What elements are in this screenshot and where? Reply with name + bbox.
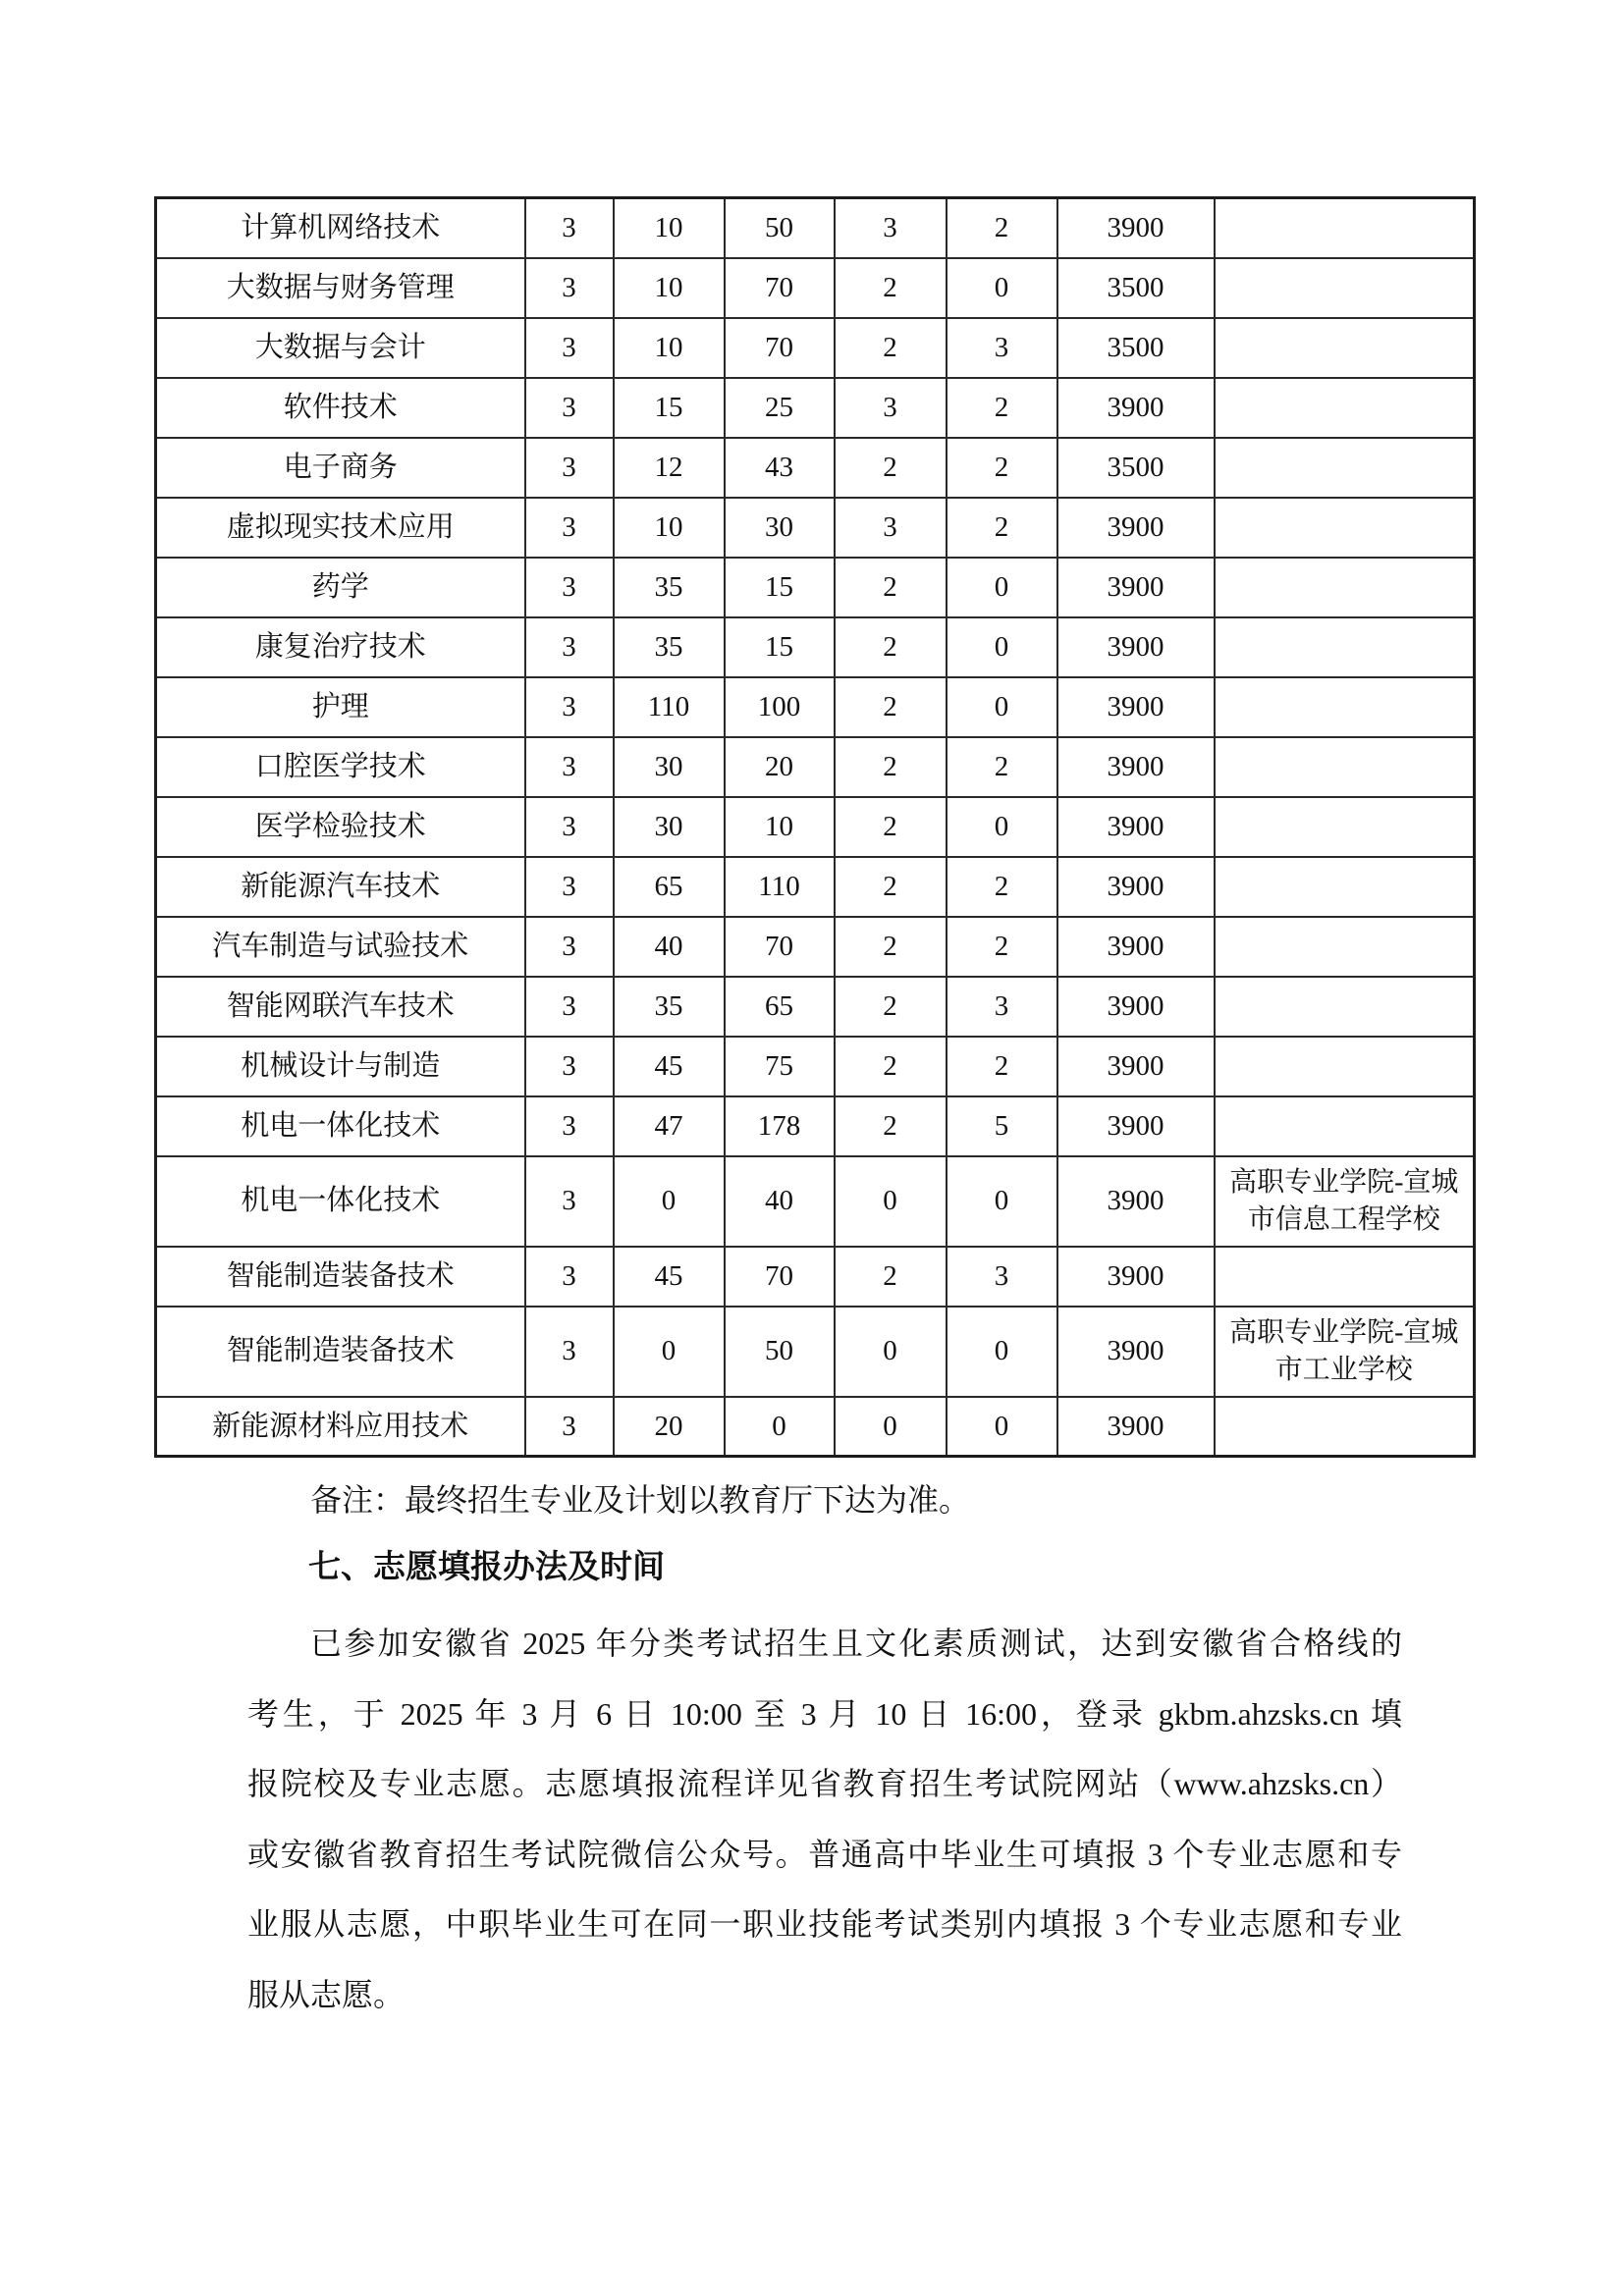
section-heading: 七、志愿填报办法及时间: [308, 1548, 665, 1584]
major-name-cell: 大数据与会计: [156, 318, 525, 378]
value-cell: 70: [725, 258, 835, 318]
major-name-cell: 计算机网络技术: [156, 198, 525, 258]
value-cell: 45: [614, 1037, 725, 1096]
value-cell: 75: [725, 1037, 835, 1096]
value-cell: 43: [725, 438, 835, 498]
value-cell: 65: [614, 857, 725, 917]
value-cell: 3900: [1057, 1307, 1215, 1397]
table-row: [156, 318, 1475, 378]
remark-cell: 高职专业学院-宣城市信息工程学校: [1215, 1156, 1475, 1247]
value-cell: 0: [725, 1397, 835, 1457]
value-cell: 3: [835, 498, 947, 558]
value-cell: 2: [835, 917, 947, 977]
value-cell: 2: [835, 558, 947, 617]
major-name-cell: 康复治疗技术: [156, 617, 525, 677]
table-row: [156, 498, 1475, 558]
value-cell: 50: [725, 198, 835, 258]
value-cell: 3: [835, 198, 947, 258]
value-cell: 3900: [1057, 1397, 1215, 1457]
value-cell: 40: [614, 917, 725, 977]
value-cell: 10: [614, 318, 725, 378]
major-name-cell: 软件技术: [156, 378, 525, 438]
value-cell: 2: [947, 198, 1057, 258]
value-cell: 0: [947, 1397, 1057, 1457]
remark-cell: [1215, 1247, 1475, 1307]
table-row: [156, 977, 1475, 1037]
value-cell: 3: [525, 1156, 614, 1247]
remark-cell: [1215, 378, 1475, 438]
major-name-cell: 电子商务: [156, 438, 525, 498]
table-row: [156, 1156, 1475, 1247]
remark-cell: [1215, 857, 1475, 917]
value-cell: 0: [835, 1397, 947, 1457]
value-cell: 3: [525, 677, 614, 737]
value-cell: 3: [525, 318, 614, 378]
value-cell: 3: [525, 917, 614, 977]
value-cell: 3: [525, 438, 614, 498]
value-cell: 3900: [1057, 677, 1215, 737]
value-cell: 70: [725, 917, 835, 977]
table-note: 备注：最终招生专业及计划以教育厅下达为准。: [310, 1482, 971, 1518]
major-name-cell: 机械设计与制造: [156, 1037, 525, 1096]
value-cell: 5: [947, 1096, 1057, 1156]
value-cell: 3900: [1057, 1247, 1215, 1307]
major-name-cell: 新能源材料应用技术: [156, 1397, 525, 1457]
remark-cell: [1215, 1096, 1475, 1156]
major-name-cell: 智能制造装备技术: [156, 1307, 525, 1397]
value-cell: 0: [614, 1307, 725, 1397]
remark-cell: [1215, 737, 1475, 797]
remark-cell: [1215, 977, 1475, 1037]
value-cell: 10: [614, 498, 725, 558]
value-cell: 2: [835, 1247, 947, 1307]
value-cell: 30: [614, 797, 725, 857]
value-cell: 0: [947, 258, 1057, 318]
plan-table-body: [156, 198, 1475, 1457]
value-cell: 2: [835, 617, 947, 677]
value-cell: 12: [614, 438, 725, 498]
value-cell: 3: [525, 258, 614, 318]
value-cell: 3: [947, 318, 1057, 378]
table-row: [156, 378, 1475, 438]
value-cell: 35: [614, 617, 725, 677]
table-row: [156, 1397, 1475, 1457]
value-cell: 2: [835, 977, 947, 1037]
table-row: [156, 617, 1475, 677]
value-cell: 2: [835, 1096, 947, 1156]
remark-cell: [1215, 917, 1475, 977]
value-cell: 3: [525, 198, 614, 258]
major-name-cell: 大数据与财务管理: [156, 258, 525, 318]
value-cell: 3: [947, 977, 1057, 1037]
value-cell: 40: [725, 1156, 835, 1247]
table-row: [156, 737, 1475, 797]
value-cell: 100: [725, 677, 835, 737]
table-row: [156, 1096, 1475, 1156]
value-cell: 3900: [1057, 617, 1215, 677]
value-cell: 35: [614, 558, 725, 617]
major-name-cell: 机电一体化技术: [156, 1156, 525, 1247]
value-cell: 3: [525, 857, 614, 917]
value-cell: 110: [725, 857, 835, 917]
value-cell: 2: [947, 857, 1057, 917]
value-cell: 30: [725, 498, 835, 558]
remark-cell: [1215, 438, 1475, 498]
value-cell: 3500: [1057, 318, 1215, 378]
value-cell: 2: [835, 797, 947, 857]
value-cell: 3900: [1057, 977, 1215, 1037]
value-cell: 50: [725, 1307, 835, 1397]
enrollment-plan-table: [154, 196, 1476, 1458]
value-cell: 0: [614, 1156, 725, 1247]
major-name-cell: 药学: [156, 558, 525, 617]
value-cell: 70: [725, 1247, 835, 1307]
value-cell: 0: [947, 558, 1057, 617]
value-cell: 2: [947, 917, 1057, 977]
value-cell: 3: [525, 558, 614, 617]
value-cell: 178: [725, 1096, 835, 1156]
value-cell: 2: [947, 1037, 1057, 1096]
paragraph-line: 或安徽省教育招生考试院微信公众号。普通高中毕业生可填报 3 个专业志愿和专: [247, 1836, 1402, 1872]
value-cell: 3: [525, 1037, 614, 1096]
value-cell: 3500: [1057, 438, 1215, 498]
major-name-cell: 口腔医学技术: [156, 737, 525, 797]
value-cell: 110: [614, 677, 725, 737]
major-name-cell: 医学检验技术: [156, 797, 525, 857]
value-cell: 3: [525, 1247, 614, 1307]
value-cell: 0: [947, 1156, 1057, 1247]
table-row: [156, 198, 1475, 258]
table-row: [156, 558, 1475, 617]
value-cell: 10: [614, 258, 725, 318]
remark-cell: [1215, 498, 1475, 558]
remark-cell: [1215, 1397, 1475, 1457]
value-cell: 2: [835, 318, 947, 378]
value-cell: 2: [835, 1037, 947, 1096]
remark-cell: [1215, 318, 1475, 378]
value-cell: 3900: [1057, 558, 1215, 617]
remark-cell: [1215, 1037, 1475, 1096]
table-row: [156, 677, 1475, 737]
value-cell: 3900: [1057, 378, 1215, 438]
table-row: [156, 857, 1475, 917]
value-cell: 0: [947, 797, 1057, 857]
remark-cell: [1215, 677, 1475, 737]
value-cell: 3: [835, 378, 947, 438]
value-cell: 3: [525, 1096, 614, 1156]
value-cell: 3: [525, 1397, 614, 1457]
major-name-cell: 新能源汽车技术: [156, 857, 525, 917]
major-name-cell: 虚拟现实技术应用: [156, 498, 525, 558]
table-row: [156, 1037, 1475, 1096]
application-paragraph: [247, 1609, 1402, 2030]
value-cell: 30: [614, 737, 725, 797]
table-row: [156, 258, 1475, 318]
table-row: [156, 1307, 1475, 1397]
table-row: [156, 797, 1475, 857]
table-row: [156, 438, 1475, 498]
value-cell: 35: [614, 977, 725, 1037]
value-cell: 3900: [1057, 797, 1215, 857]
major-name-cell: 护理: [156, 677, 525, 737]
remark-cell: [1215, 797, 1475, 857]
value-cell: 3: [525, 617, 614, 677]
value-cell: 0: [835, 1307, 947, 1397]
major-name-cell: 智能网联汽车技术: [156, 977, 525, 1037]
value-cell: 15: [725, 617, 835, 677]
table-row: [156, 917, 1475, 977]
value-cell: 70: [725, 318, 835, 378]
value-cell: 10: [725, 797, 835, 857]
value-cell: 2: [947, 378, 1057, 438]
value-cell: 3900: [1057, 857, 1215, 917]
value-cell: 3900: [1057, 198, 1215, 258]
value-cell: 3900: [1057, 1096, 1215, 1156]
paragraph-line: 考生，于 2025 年 3 月 6 日 10:00 至 3 月 10 日 16:00，登录 gkbm.ahzsks.cn 填: [247, 1695, 1402, 1732]
value-cell: 20: [614, 1397, 725, 1457]
value-cell: 3: [525, 737, 614, 797]
value-cell: 3: [947, 1247, 1057, 1307]
remark-cell: [1215, 258, 1475, 318]
value-cell: 0: [947, 1307, 1057, 1397]
value-cell: 65: [725, 977, 835, 1037]
value-cell: 3: [525, 977, 614, 1037]
major-name-cell: 汽车制造与试验技术: [156, 917, 525, 977]
remark-cell: [1215, 558, 1475, 617]
value-cell: 2: [835, 438, 947, 498]
value-cell: 0: [835, 1156, 947, 1247]
value-cell: 3: [525, 1307, 614, 1397]
paragraph-line: 报院校及专业志愿。志愿填报流程详见省教育招生考试院网站（www.ahzsks.cn）: [247, 1766, 1402, 1801]
table-row: [156, 1247, 1475, 1307]
value-cell: 2: [835, 677, 947, 737]
value-cell: 3900: [1057, 1156, 1215, 1247]
remark-cell: 高职专业学院-宣城市工业学校: [1215, 1307, 1475, 1397]
value-cell: 2: [835, 737, 947, 797]
value-cell: 15: [725, 558, 835, 617]
value-cell: 3900: [1057, 917, 1215, 977]
value-cell: 0: [947, 617, 1057, 677]
value-cell: 3900: [1057, 498, 1215, 558]
value-cell: 3500: [1057, 258, 1215, 318]
value-cell: 15: [614, 378, 725, 438]
major-name-cell: 智能制造装备技术: [156, 1247, 525, 1307]
paragraph-line: 已参加安徽省 2025 年分类考试招生且文化素质测试，达到安徽省合格线的: [310, 1626, 1402, 1661]
value-cell: 2: [947, 438, 1057, 498]
value-cell: 0: [947, 677, 1057, 737]
value-cell: 3900: [1057, 1037, 1215, 1096]
value-cell: 3900: [1057, 737, 1215, 797]
value-cell: 2: [835, 857, 947, 917]
value-cell: 25: [725, 378, 835, 438]
value-cell: 3: [525, 378, 614, 438]
paragraph-line: 业服从志愿，中职毕业生可在同一职业技能考试类别内填报 3 个专业志愿和专业: [247, 1906, 1402, 1942]
value-cell: 2: [947, 498, 1057, 558]
value-cell: 20: [725, 737, 835, 797]
value-cell: 47: [614, 1096, 725, 1156]
remark-cell: [1215, 198, 1475, 258]
remark-cell: [1215, 617, 1475, 677]
value-cell: 2: [947, 737, 1057, 797]
value-cell: 45: [614, 1247, 725, 1307]
value-cell: 3: [525, 797, 614, 857]
value-cell: 2: [835, 258, 947, 318]
paragraph-line: 服从志愿。: [247, 1976, 406, 2012]
major-name-cell: 机电一体化技术: [156, 1096, 525, 1156]
value-cell: 3: [525, 498, 614, 558]
value-cell: 10: [614, 198, 725, 258]
